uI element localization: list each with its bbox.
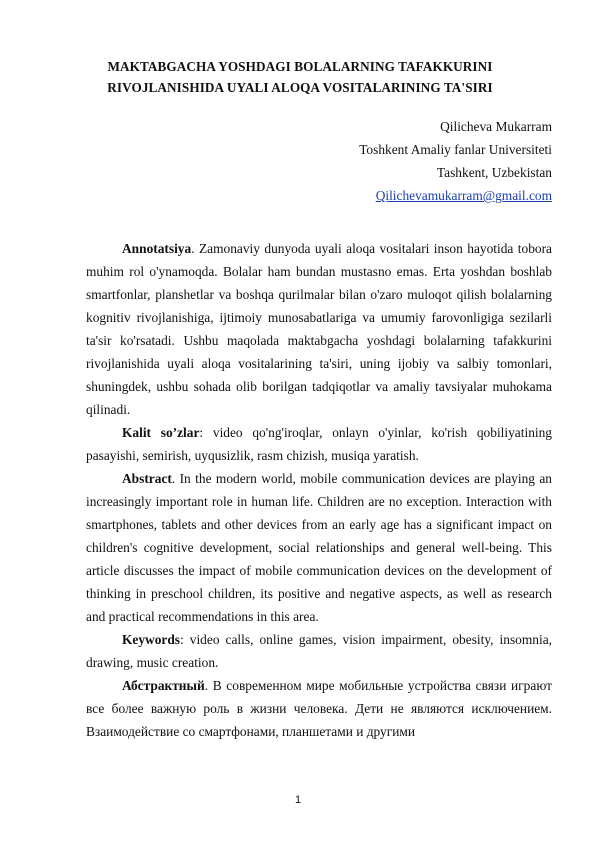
- title-line-1: MAKTABGACHA YOSHDAGI BOLALARNING TAFAKKURINI: [107, 59, 493, 74]
- abstract-ru-label: Абстрактный: [122, 678, 205, 693]
- author-name: Qilicheva Mukarram: [440, 119, 552, 134]
- paper-title: [60, 56, 540, 98]
- keywords-uz-text: : video qo'ng'iroqlar, onlayn o'yinlar, ko'rish qobiliyatining pasayishi, semirish, uyqusizlik, rasm chizish, musiqa yaratish.: [86, 425, 552, 463]
- author-location: Tashkent, Uzbekistan: [436, 165, 552, 180]
- abstract-ru-paragraph: [86, 674, 552, 743]
- keywords-en-text: : video calls, online games, vision impairment, obesity, insomnia, drawing, music creation.: [86, 632, 552, 670]
- keywords-uz-label: Kalit so’zlar: [122, 425, 200, 440]
- paper-body: [86, 237, 552, 743]
- abstract-paragraph: [86, 467, 552, 628]
- author-block: [359, 115, 552, 207]
- page-number: 1: [294, 794, 302, 806]
- annotation-text: . Zamonaviy dunyoda uyali aloqa vositalari inson hayotida tobora muhim rol o'ynamoqda. Bolalar ham bundan mustasno emas. Erta yoshdan boshlab smartfonlar, planshetlar va boshqa qurilmalar bilan o'zaro muloqot qilish bolalarning kognitiv rivojlanishiga, ijtimoiy munosabatlariga va umumiy farovonligiga sezilarli ta'sir ko'rsatadi. Ushbu maqolada maktabgacha yoshdagi bolalarning tafakkurini rivojlanishida uyali aloqa vositalarining ta'siri, uning ijobiy va salbiy tomonlari, shuningdek, ushbu sohada olib borilgan tadqiqotlar va amaliy tavsiyalar muhokama qilinadi.: [86, 241, 552, 417]
- keywords-en-paragraph: [86, 628, 552, 674]
- annotation-paragraph: [86, 237, 552, 421]
- title-line-2: RIVOJLANISHIDA UYALI ALOQA VOSITALARINING TA'SIRI: [107, 80, 493, 95]
- keywords-uz-paragraph: [86, 421, 552, 467]
- annotation-label: Annotatsiya: [122, 241, 192, 256]
- abstract-ru-text: . В современном мире мобильные устройства связи играют все более важную роль в жизни человека. Дети не являются исключением. Взаимодействие со смартфонами, планшетами и другими: [86, 678, 552, 739]
- author-email-link[interactable]: Qilichevamukarram@gmail.com: [375, 188, 552, 203]
- abstract-label: Abstract: [122, 471, 172, 486]
- author-affiliation: Toshkent Amaliy fanlar Universiteti: [359, 142, 552, 157]
- abstract-text: . In the modern world, mobile communication devices are playing an increasingly important role in human life. Children are no exception. Interaction with smartphones, tablets and other devices from an early age has a significant impact on children's cognitive development, social relationships and general well-being. This article discusses the impact of mobile communication devices on the development of thinking in preschool children, its positive and negative aspects, as well as research and practical recommendations in this area.: [86, 471, 552, 624]
- keywords-en-label: Keywords: [122, 632, 181, 647]
